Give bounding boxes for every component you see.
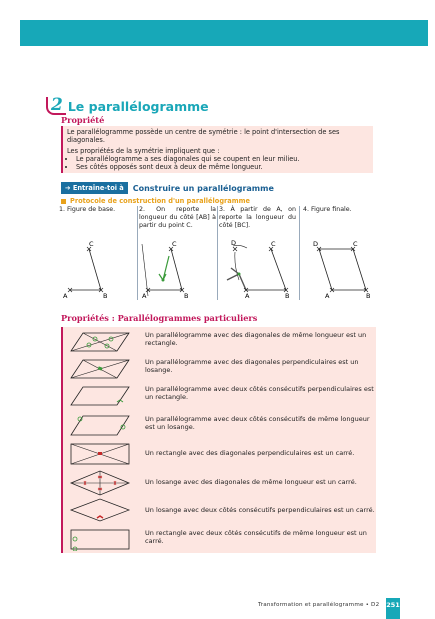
step-separator [137, 206, 138, 300]
case-4-figure [67, 413, 133, 437]
page-number: 251 [386, 598, 400, 619]
point-a-label: A [142, 292, 147, 300]
case-2-text: Un parallélogramme avec des diagonales perpendiculaires est un losange. [145, 358, 359, 374]
propriete-heading: Propriété [61, 115, 105, 125]
section-number: 2 [46, 97, 66, 115]
case-1-figure [67, 331, 133, 353]
point-a-label: A [63, 292, 68, 300]
case-5-figure [67, 443, 133, 465]
entraine-title: Construire un parallélogramme [132, 183, 274, 193]
propriete-box [61, 126, 373, 173]
page-footer: Transformation et parallélogramme • D2 [258, 602, 380, 608]
point-b-label: B [184, 292, 189, 300]
step-3 [219, 206, 296, 300]
construction-steps [59, 206, 375, 300]
propriete-line2: Les propriétés de la symétrie impliquent que : [67, 147, 220, 155]
case-3-figure [67, 385, 133, 407]
protocole-title: Protocole de construction d'un parallélogramme [70, 197, 250, 205]
case-5-text: Un rectangle avec des diagonales perpendiculaires est un carré. [145, 449, 355, 457]
case-7-text: Un losange avec deux côtés consécutifs perpendiculaires est un carré. [145, 506, 375, 514]
case-6-figure [67, 470, 133, 496]
case-1-text: Un parallélogramme avec des diagonales de même longueur est un rectangle. [145, 331, 367, 347]
top-color-band [20, 20, 428, 46]
particular-cases-box [61, 327, 376, 553]
step-4 [303, 206, 380, 300]
case-3-text: Un parallélogramme avec deux côtés consécutifs perpendiculaires est un rectangle. [145, 385, 374, 401]
case-4-text: Un parallélogramme avec deux côtés consécutifs de même longueur est un losange. [145, 415, 370, 431]
case-8-figure [67, 527, 133, 551]
point-a-label: A [325, 292, 330, 300]
particuliers-heading: Propriétés : Parallélogrammes particuliers [61, 313, 258, 323]
point-c-label: C [172, 240, 177, 248]
step-separator [299, 206, 300, 300]
step-2-figure [139, 236, 216, 300]
step-3-text: 3. À partir de A, on reporte la longueur du côté [BC]. [219, 206, 296, 229]
point-b-label: B [366, 292, 371, 300]
case-6-text: Un losange avec des diagonales de même longueur est un carré. [145, 478, 357, 486]
propriete-bullet: • Ses côtés opposés sont deux à deux de même longueur. [76, 163, 369, 171]
point-d-label: D [231, 239, 237, 247]
point-b-label: B [103, 292, 108, 300]
entraine-tag: ➔ Entraîne-toi à [61, 182, 128, 194]
step-separator [217, 206, 218, 300]
case-7-figure [67, 498, 133, 522]
entraine-tag-label: Entraîne-toi à [72, 184, 124, 192]
compass-icon [162, 279, 165, 282]
step-4-figure [303, 236, 380, 300]
entraine-row [61, 182, 274, 194]
section-title [46, 96, 209, 116]
square-bullet-icon [61, 199, 66, 204]
step-1-figure [59, 236, 136, 300]
step-2-text: 2. On reporte la longueur du côté [AB] à partir du point C. [139, 206, 216, 229]
propriete-list [67, 155, 369, 171]
propriete-line1: Le parallélogramme possède un centre de symétrie : le point d'intersection de ses diagonales. [67, 128, 340, 144]
point-b-label: B [285, 292, 290, 300]
step-1-text: 1. Figure de base. [59, 206, 116, 213]
section-heading: Le parallélogramme [67, 98, 209, 114]
case-8-text: Un rectangle avec deux côtés consécutifs de même longueur est un carré. [145, 529, 367, 545]
step-2 [139, 206, 216, 300]
propriete-bullet: • Le parallélogramme a ses diagonales qui se coupent en leur milieu. [76, 155, 369, 163]
point-a-label: A [245, 292, 250, 300]
point-d-label: D [313, 240, 319, 248]
point-c-label: C [89, 240, 94, 248]
step-3-figure [219, 236, 296, 300]
point-c-label: C [353, 240, 358, 248]
protocole-heading [61, 197, 250, 205]
point-c-label: C [271, 240, 276, 248]
step-4-text: 4. Figure finale. [303, 206, 352, 213]
compass-icon [238, 273, 241, 276]
step-1 [59, 206, 136, 300]
case-2-figure [67, 358, 133, 380]
